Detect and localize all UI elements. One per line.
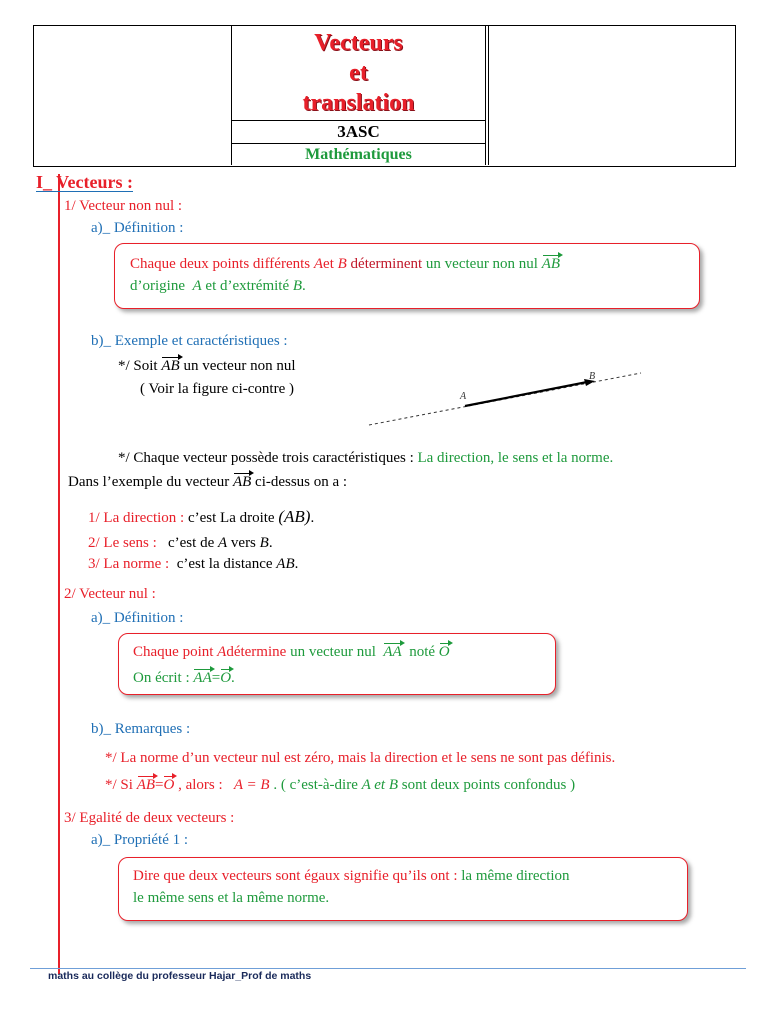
def2-line2: On écrit : AA=O. — [133, 670, 235, 686]
characteristics-line: */ Chaque vecteur possède trois caractéristiques : La direction, le sens et la norme. — [118, 450, 614, 466]
part2-def-heading: a)_ Définition : — [91, 610, 184, 626]
part1-def-heading: a)_ Définition : — [91, 220, 184, 236]
example-line2: ( Voir la figure ci-contre ) — [140, 381, 294, 397]
part3-prop-heading: a)_ Propriété 1 : — [91, 832, 189, 848]
title-line-2: et — [349, 60, 368, 86]
part3-heading: 3/ Egalité de deux vecteurs : — [64, 810, 235, 826]
margin-line — [58, 174, 60, 974]
item-direction: 1/ La direction : c’est La droite (AB). — [88, 507, 315, 526]
property-box — [118, 857, 688, 921]
header-right-cell — [485, 26, 735, 165]
remark-1: */ La norme d’un vecteur nul est zéro, mais la direction et le sens ne sont pas définis. — [105, 750, 616, 766]
vector-ab: AB — [541, 256, 561, 272]
item-norme: 3/ La norme : c’est la distance AB. — [88, 556, 299, 572]
title-line-3: translation — [302, 90, 415, 116]
definition-box-zero — [118, 633, 556, 695]
example-line1: */ Soit AB un vecteur non nul — [118, 358, 296, 374]
header-left-cell — [34, 26, 232, 165]
prop-line1: Dire que deux vecteurs sont égaux signifie qu’ils ont : la même direction — [133, 868, 570, 884]
part2-remarks-heading: b)_ Remarques : — [91, 721, 191, 737]
section-title: I_ Vecteurs : — [36, 172, 133, 192]
def2-line1: Chaque point Adétermine un vecteur nul AA noté O — [133, 644, 450, 660]
point-a-label: A — [460, 391, 467, 402]
header-table — [33, 25, 736, 167]
title-line-1: Vecteurs — [314, 30, 403, 56]
point-b-label: B — [589, 371, 596, 382]
part1-example-heading: b)_ Exemple et caractéristiques : — [91, 333, 288, 349]
subject-label: Mathématiques — [305, 146, 412, 163]
item-sens: 2/ Le sens : c’est de A vers B. — [88, 535, 273, 551]
vector-ab-arrow — [465, 382, 587, 406]
definition-box-nonzero — [114, 243, 700, 309]
class-label: 3ASC — [232, 120, 485, 144]
remark-2: */ Si AB=O , alors : A = B . ( c’est-à-dire A et B sont deux points confondus ) — [105, 777, 576, 793]
vector-figure — [365, 365, 645, 429]
def1-line2: d’origine A et d’extrémité B. — [130, 278, 306, 294]
def1-line1: Chaque deux points différents Aet B déterminent un vecteur non nul AB — [130, 256, 561, 272]
footer-rule — [30, 968, 746, 969]
example-intro: Dans l’exemple du vecteur AB ci-dessus on a : — [68, 474, 348, 490]
part1-heading: 1/ Vecteur non nul : — [64, 198, 183, 214]
footer-text: maths au collège du professeur Hajar_Prof de maths — [48, 970, 312, 982]
part2-heading: 2/ Vecteur nul : — [64, 586, 156, 602]
prop-line2: le même sens et la même norme. — [133, 890, 330, 906]
header-title-cell — [232, 26, 485, 165]
